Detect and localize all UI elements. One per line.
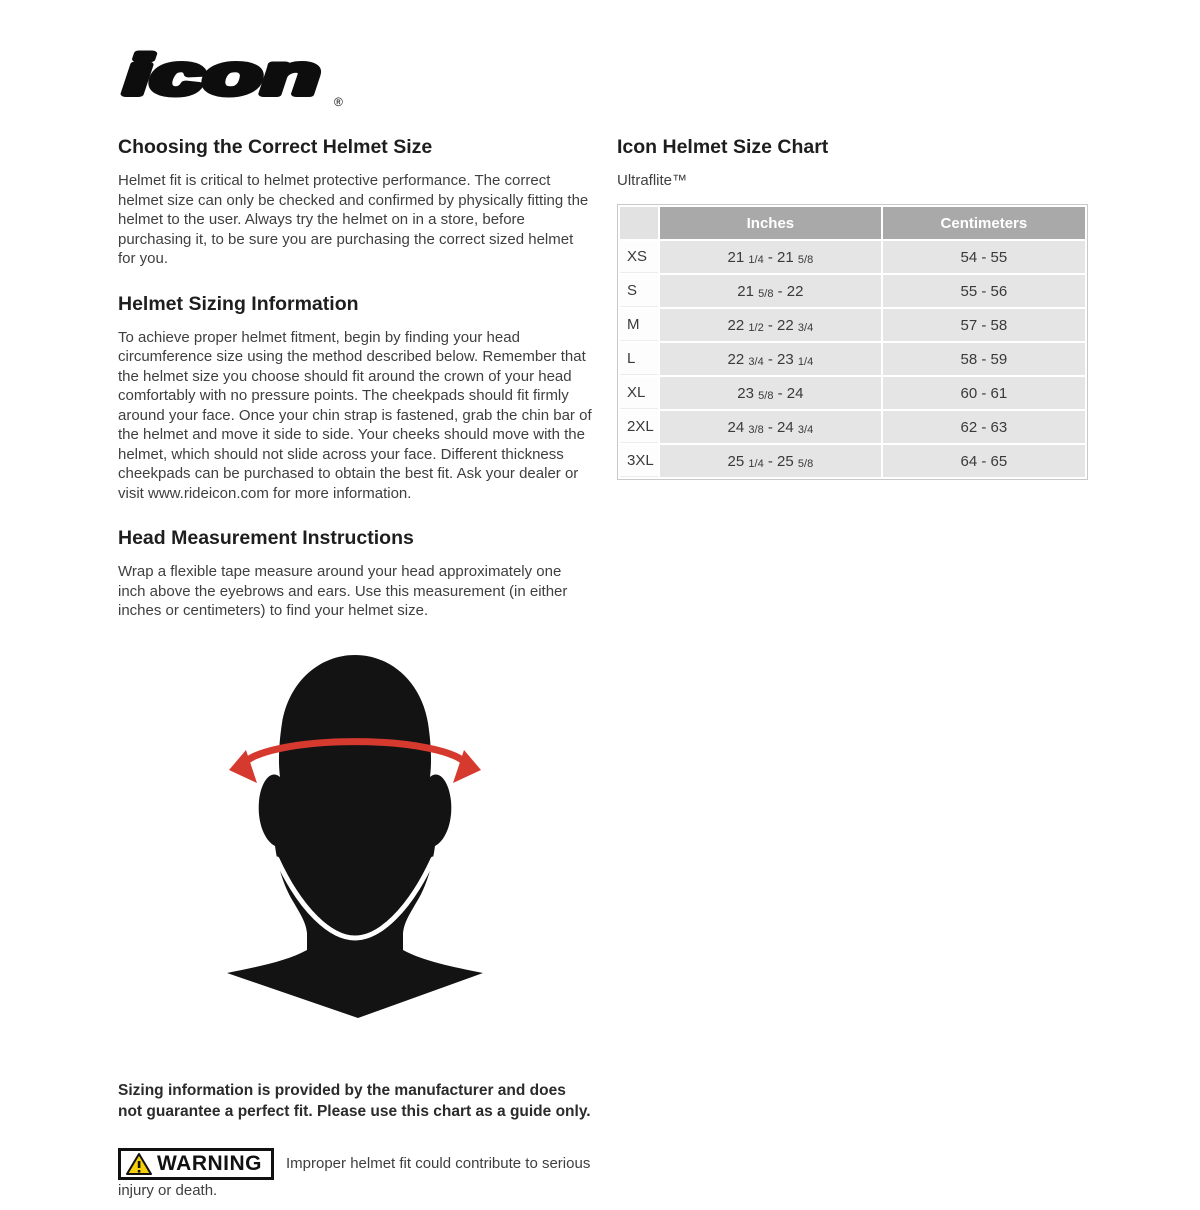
head-silhouette xyxy=(227,655,483,1018)
inches-cell: 24 3/8 - 24 3/4 xyxy=(660,411,881,443)
left-column xyxy=(118,136,592,1202)
warning-note xyxy=(118,1148,592,1202)
size-chart-subtitle: Ultraflite™ xyxy=(617,172,688,189)
inches-cell: 21 5/8 - 22 xyxy=(660,275,881,307)
inches-cell: 25 1/4 - 25 5/8 xyxy=(660,445,881,477)
icon-logo-wordmark xyxy=(114,46,354,110)
centimeters-cell: 64 - 65 xyxy=(883,445,1085,477)
table-row xyxy=(620,343,1085,375)
warning-label: WARNING xyxy=(157,1151,262,1175)
registered-mark: ® xyxy=(334,95,343,109)
inches-cell: 22 1/2 - 22 3/4 xyxy=(660,309,881,341)
size-cell: 3XL xyxy=(620,445,658,477)
paragraph-choosing-size: Helmet fit is critical to helmet protective performance. The correct helmet size can only be checked and confirmed by physically fitting the helmet to the user. Always try the helmet on in a store, before purchasing it, to be sure you are purchasing the correct sized helmet for you. xyxy=(118,172,589,267)
centimeters-cell: 58 - 59 xyxy=(883,343,1085,375)
inches-cell: 22 3/4 - 23 1/4 xyxy=(660,343,881,375)
header-cell-blank xyxy=(620,207,658,239)
size-table-body xyxy=(620,241,1085,477)
table-row xyxy=(620,377,1085,409)
table-row xyxy=(620,275,1085,307)
header-cell-inches: Inches xyxy=(660,207,881,239)
size-chart-column xyxy=(617,136,1088,480)
head-measurement-figure xyxy=(225,649,485,1026)
centimeters-cell: 57 - 58 xyxy=(883,309,1085,341)
centimeters-cell: 54 - 55 xyxy=(883,241,1085,273)
heading-sizing-information: Helmet Sizing Information xyxy=(118,292,359,315)
size-cell: XL xyxy=(620,377,658,409)
inches-cell: 21 1/4 - 21 5/8 xyxy=(660,241,881,273)
logo-text: icon xyxy=(124,46,320,106)
heading-measurement-instructions: Head Measurement Instructions xyxy=(118,527,414,549)
size-cell: L xyxy=(620,343,658,375)
paragraph-sizing-information: To achieve proper helmet fitment, begin by finding your head circumference size using the method described below. Remember that the helmet size you choose should fit around the crown of your head comfortably with no pressure points. The cheekpads should fit firmly around your face. Once your chin strap is fastened, grab the chin bar of the helmet and move it side to side. Your cheeks should move with the helmet, which should not slide across your face. Different thickness cheekpads can be purchased to obtain the best fit. Ask your dealer or visit www.rideicon.com for more information. xyxy=(118,328,592,502)
helmet-size-table xyxy=(617,204,1088,480)
size-cell: XS xyxy=(620,241,658,273)
header-cell-centimeters: Centimeters xyxy=(883,207,1085,239)
size-cell: M xyxy=(620,309,658,341)
centimeters-cell: 62 - 63 xyxy=(883,411,1085,443)
size-cell: S xyxy=(620,275,658,307)
icon-logo xyxy=(114,46,354,115)
warning-badge xyxy=(118,1148,274,1180)
table-header-row xyxy=(620,207,1085,239)
size-chart-title: Icon Helmet Size Chart xyxy=(617,136,829,158)
table-row xyxy=(620,241,1085,273)
centimeters-cell: 55 - 56 xyxy=(883,275,1085,307)
head-silhouette-figure xyxy=(225,649,485,1021)
table-row xyxy=(620,309,1085,341)
table-row xyxy=(620,445,1085,477)
warning-text: Improper helmet fit could contribute to serious injury or death. xyxy=(118,1154,591,1199)
heading-choosing-size: Choosing the Correct Helmet Size xyxy=(118,136,433,158)
table-row xyxy=(620,411,1085,443)
size-cell: 2XL xyxy=(620,411,658,443)
manufacturer-disclaimer: Sizing information is provided by the manufacturer and does not guarantee a perfect fit. Please use this chart as a guide only. xyxy=(118,1081,591,1120)
inches-cell: 23 5/8 - 24 xyxy=(660,377,881,409)
centimeters-cell: 60 - 61 xyxy=(883,377,1085,409)
paragraph-measurement-instructions: Wrap a flexible tape measure around your head approximately one inch above the eyebrows and ears. Use this measurement (in either inches or centimeters) to find your helmet size. xyxy=(118,563,568,619)
warning-triangle-icon xyxy=(126,1152,152,1176)
